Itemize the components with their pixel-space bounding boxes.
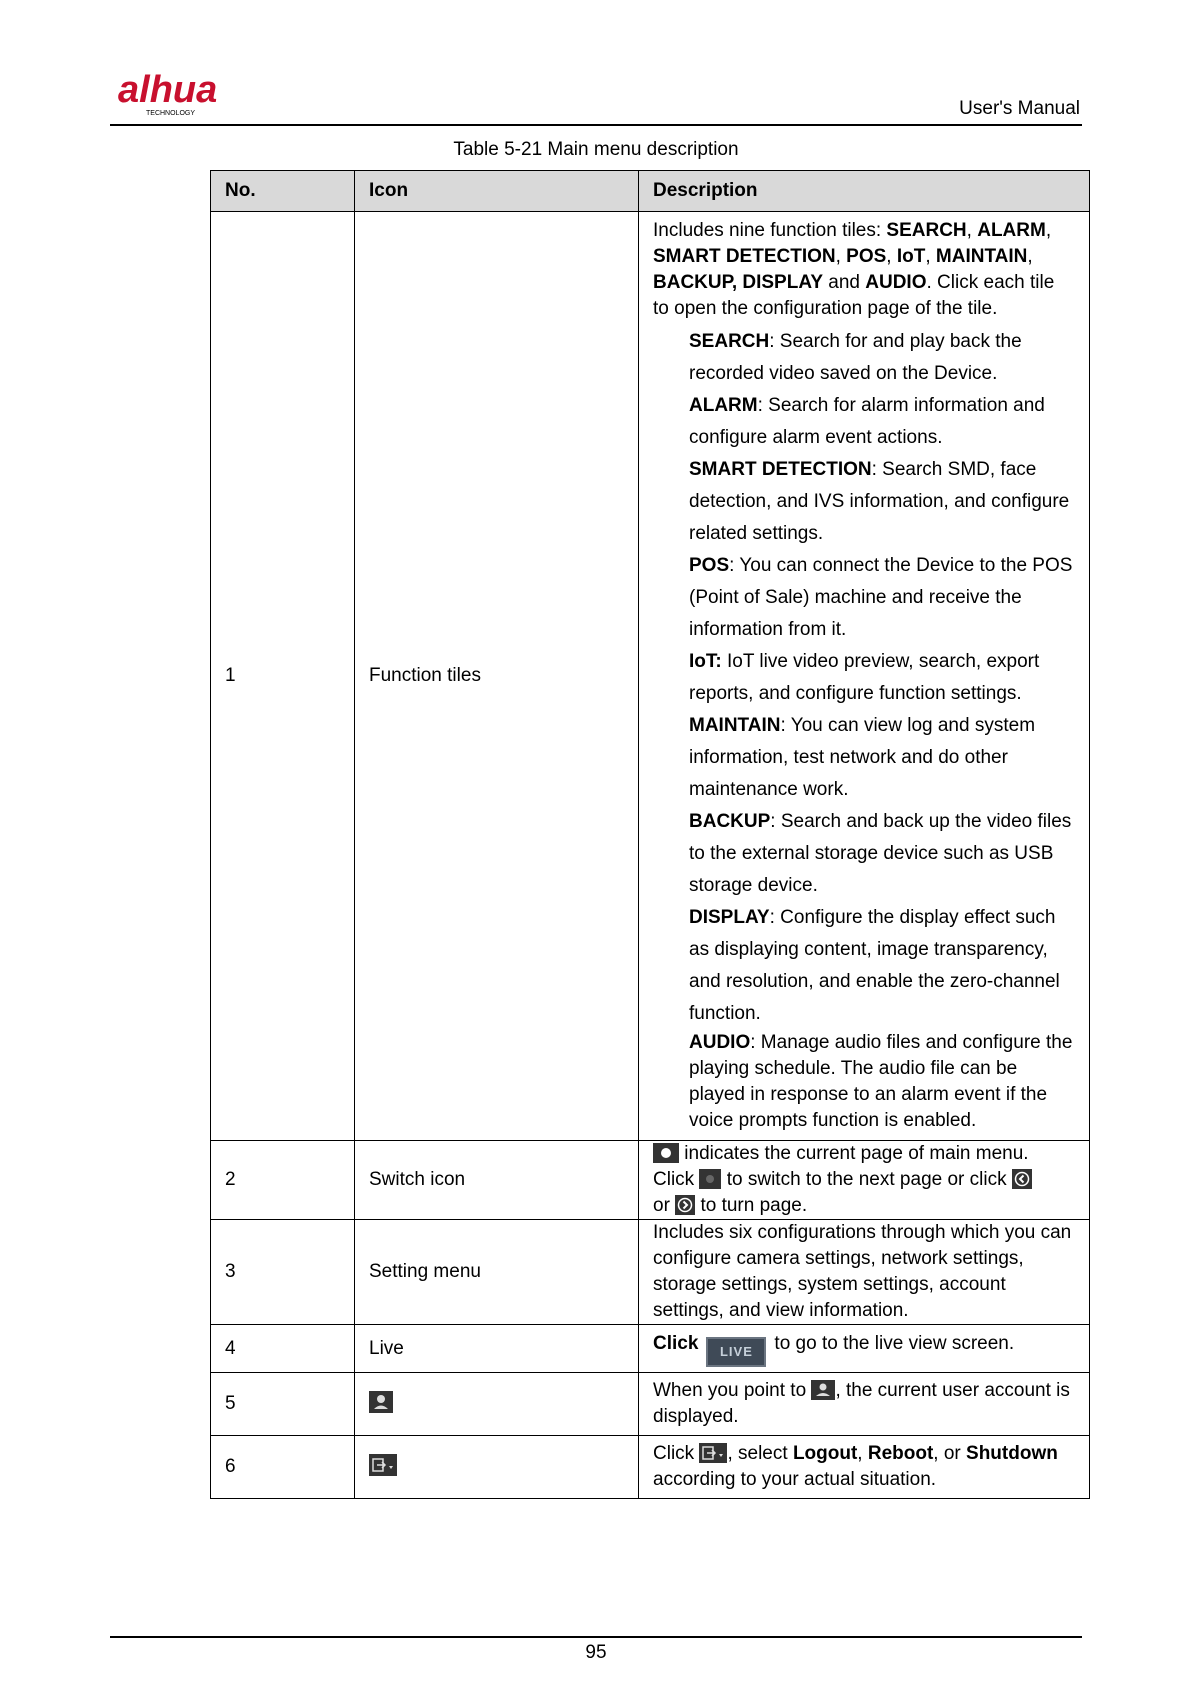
row-icon-name: Live bbox=[355, 1325, 639, 1373]
row-no: 1 bbox=[211, 212, 355, 1141]
row-description: When you point to , the current user account is displayed. bbox=[639, 1373, 1090, 1436]
row-description: Includes six configurations through which you can configure camera settings, network settings, storage settings, system settings, account settings, and view information. bbox=[639, 1220, 1090, 1325]
page-number: 95 bbox=[585, 1642, 607, 1663]
list-item: POS: You can connect the Device to the POS (Point of Sale) machine and receive the information from it. bbox=[689, 555, 1073, 640]
row-icon-name: Switch icon bbox=[355, 1141, 639, 1220]
header-description: Description bbox=[639, 171, 1090, 212]
table-row bbox=[211, 1141, 1090, 1220]
previous-page-arrow-icon bbox=[1012, 1169, 1032, 1189]
row-no: 3 bbox=[211, 1220, 355, 1325]
row-no: 5 bbox=[211, 1373, 355, 1436]
list-item: SEARCH: Search for and play back the recorded video saved on the Device. bbox=[689, 331, 1022, 384]
row-icon-name: Function tiles bbox=[355, 212, 639, 1141]
row-description: Click , select Logout, Reboot, or Shutdown according to your actual situation. bbox=[639, 1436, 1090, 1499]
row-no: 6 bbox=[211, 1436, 355, 1499]
next-page-arrow-icon bbox=[675, 1195, 695, 1215]
header-no: No. bbox=[211, 171, 355, 212]
row-description: Click LIVE to go to the live view screen. bbox=[639, 1325, 1090, 1373]
table-row bbox=[211, 1325, 1090, 1373]
row-icon-cell bbox=[355, 1436, 639, 1499]
user-icon bbox=[369, 1391, 393, 1413]
row-no: 2 bbox=[211, 1141, 355, 1220]
table-header-row bbox=[211, 171, 1090, 212]
live-button-icon: LIVE bbox=[706, 1337, 766, 1367]
table-caption: Table 5-21 Main menu description bbox=[453, 139, 739, 160]
dahua-logo bbox=[118, 70, 258, 118]
row-description bbox=[639, 212, 1090, 1141]
footer-rule bbox=[110, 1636, 1082, 1638]
list-item: MAINTAIN: You can view log and system information, test network and do other maintenance work. bbox=[689, 715, 1036, 800]
table-row bbox=[211, 1220, 1090, 1325]
shutdown-menu-icon bbox=[699, 1443, 727, 1463]
current-page-indicator-icon bbox=[653, 1143, 679, 1163]
main-menu-table bbox=[210, 170, 1090, 1499]
list-item: SMART DETECTION: Search SMD, face detection, and IVS information, and configure related settings. bbox=[689, 459, 1070, 544]
list-item: ALARM: Search for alarm information and configure alarm event actions. bbox=[689, 395, 1045, 448]
manual-title: User's Manual bbox=[959, 98, 1080, 119]
table-row bbox=[211, 1373, 1090, 1436]
list-item: IoT: IoT live video preview, search, export reports, and configure function settings. bbox=[689, 651, 1040, 704]
table-row bbox=[211, 212, 1090, 1141]
list-item: DISPLAY: Configure the display effect such as displaying content, image transparency, and resolution, and enable the zero-channel function. bbox=[689, 907, 1060, 1024]
next-page-dot-icon bbox=[699, 1169, 721, 1189]
row-icon-name: Setting menu bbox=[355, 1220, 639, 1325]
logo-subtext: TECHNOLOGY bbox=[146, 110, 196, 117]
header-rule bbox=[110, 124, 1082, 126]
shutdown-menu-icon bbox=[369, 1454, 397, 1476]
function-tiles-intro: Includes nine function tiles: SEARCH, ALARM, SMART DETECTION, POS, IoT, MAINTAIN, BACKUP, DISPLAY and AUDIO. Click each tile to open the configuration page of the tile. bbox=[653, 220, 1055, 319]
row-description: indicates the current page of main menu. Click to switch to the next page or click or to turn page. bbox=[639, 1141, 1090, 1220]
user-icon bbox=[811, 1380, 835, 1400]
table-row bbox=[211, 1436, 1090, 1499]
logo-text: alhua bbox=[118, 70, 218, 111]
list-item: BACKUP: Search and back up the video files to the external storage device such as USB storage device. bbox=[689, 811, 1072, 896]
row-icon-cell bbox=[355, 1373, 639, 1436]
row-no: 4 bbox=[211, 1325, 355, 1373]
header-icon: Icon bbox=[355, 171, 639, 212]
list-item: AUDIO: Manage audio files and configure the playing schedule. The audio file can be played in response to an alarm event if the voice prompts function is enabled. bbox=[689, 1032, 1073, 1131]
